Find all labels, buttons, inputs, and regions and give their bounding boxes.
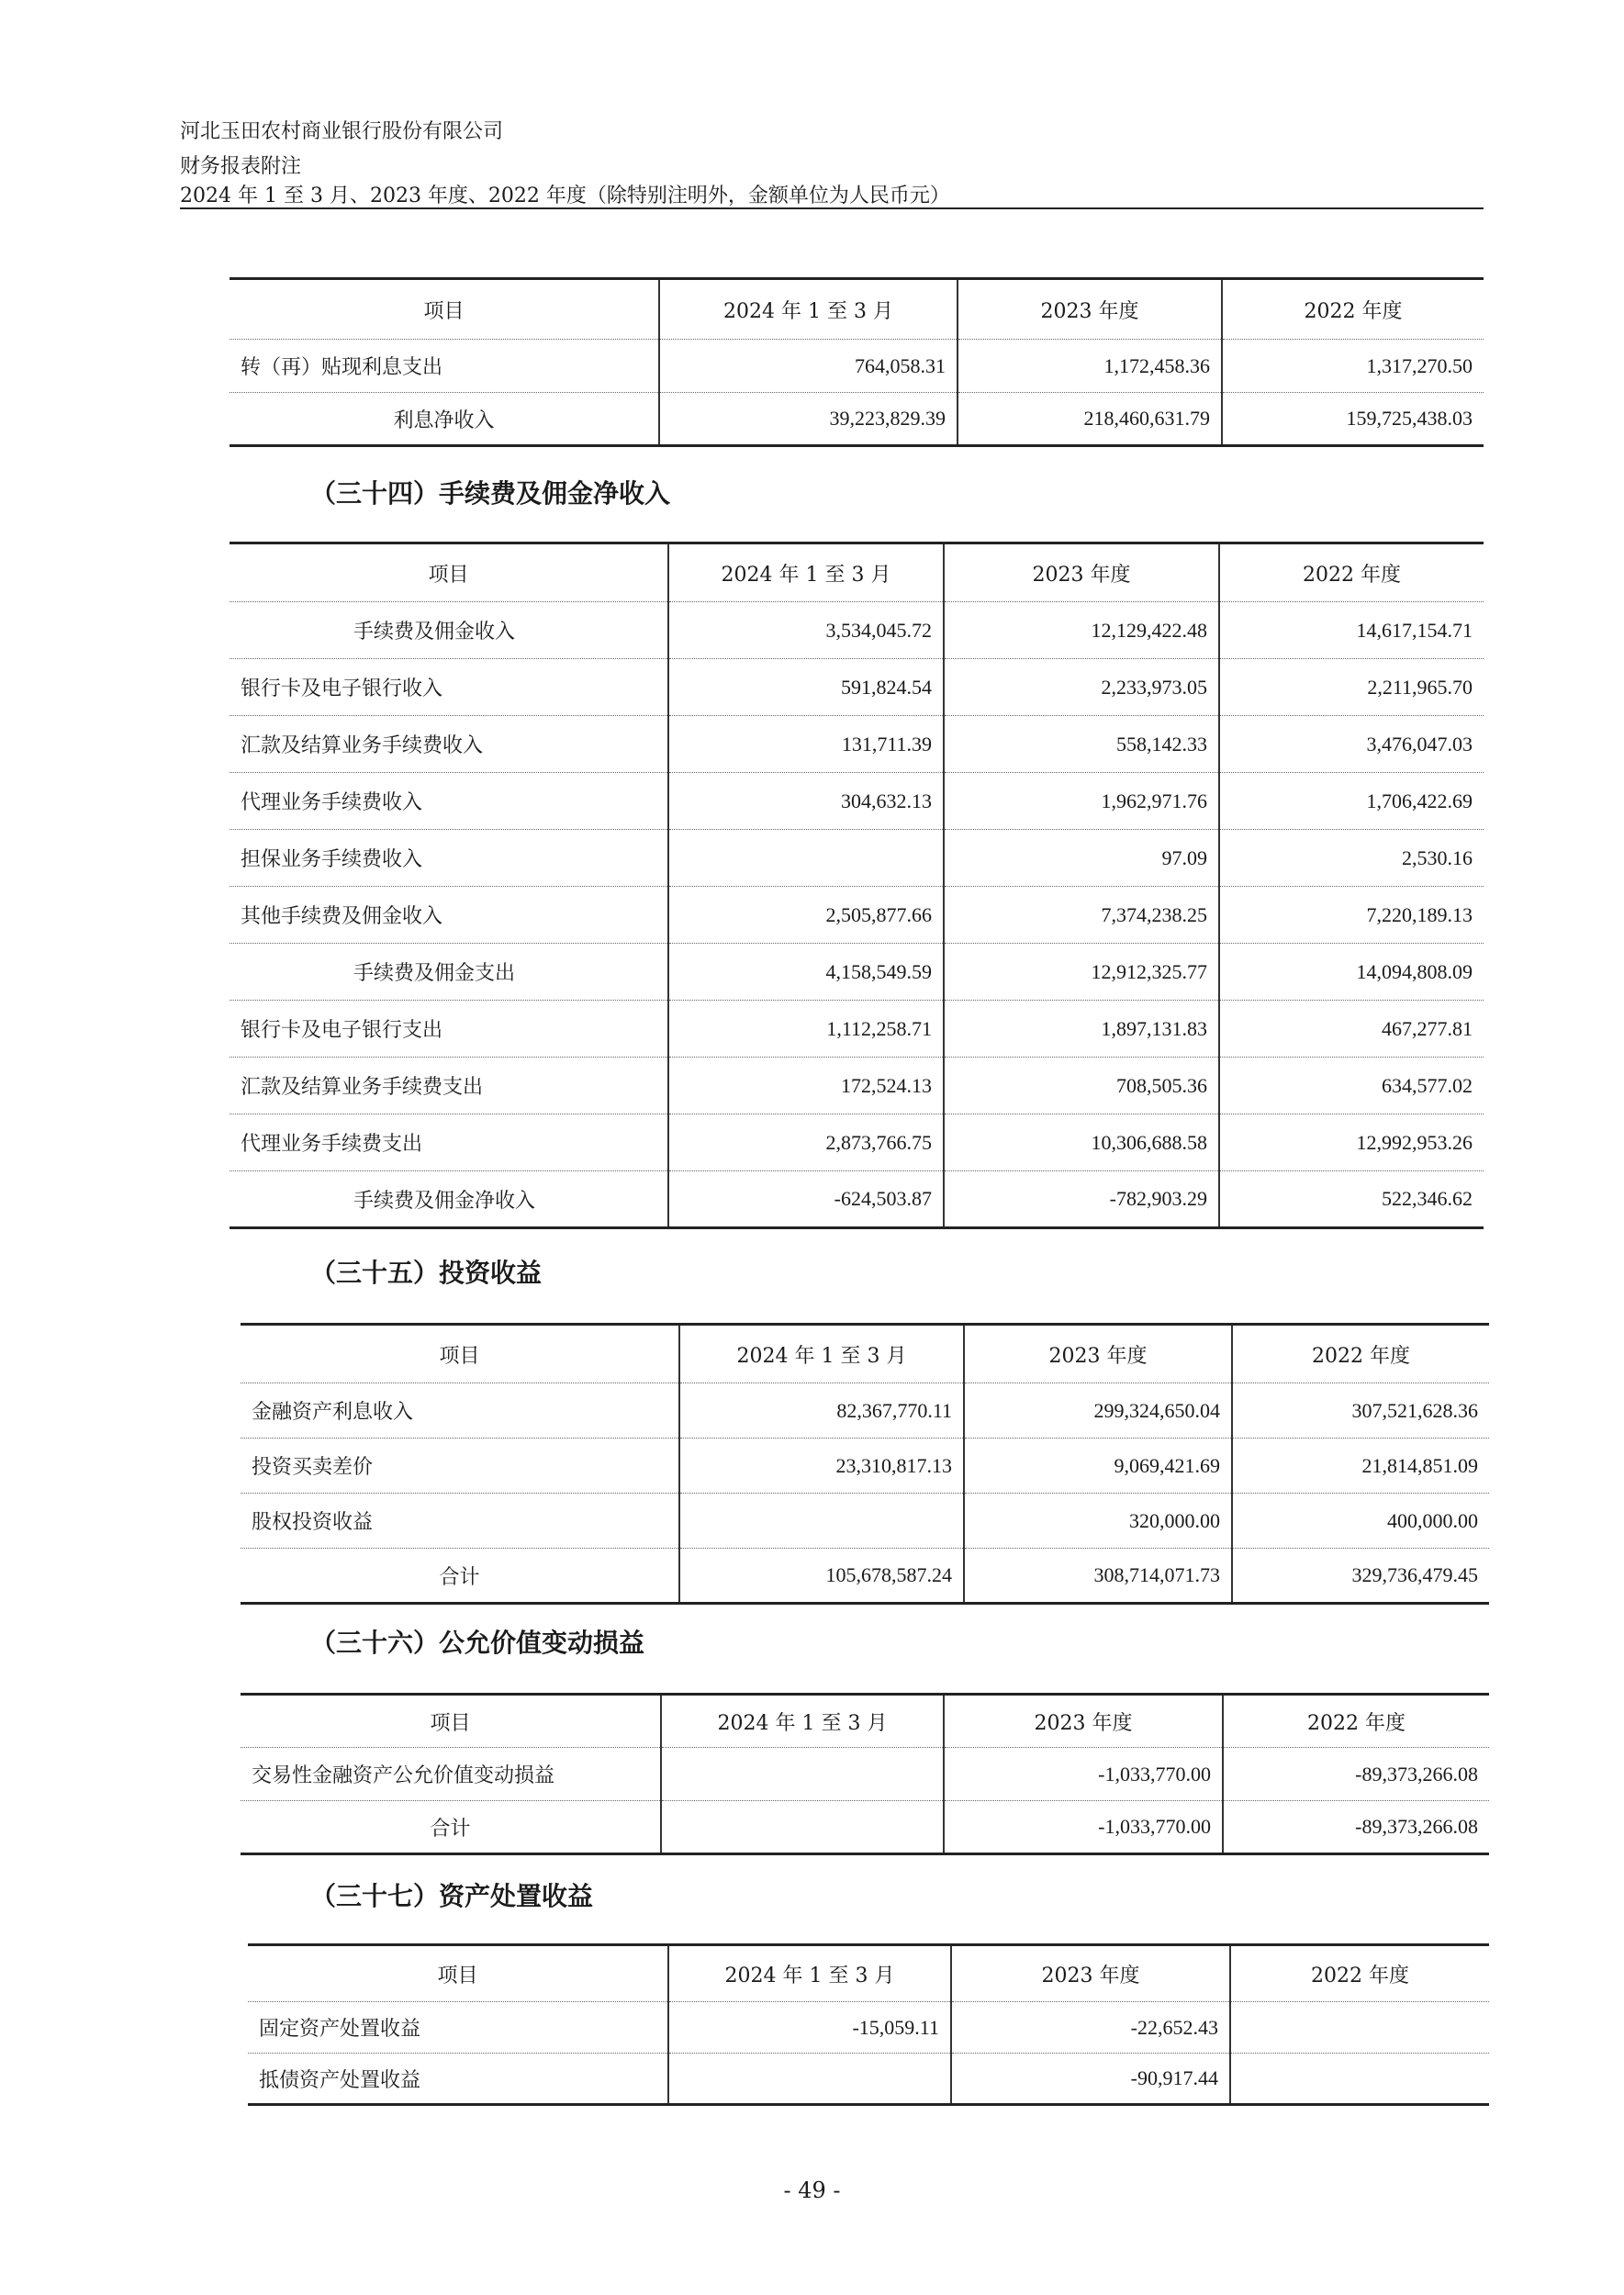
header-2024q1: 2024 年 1 至 3 月: [679, 1325, 964, 1383]
row-label: 代理业务手续费收入: [230, 773, 668, 830]
table-row: [241, 1748, 1489, 1801]
section-title-disposal: （三十七）资产处置收益: [310, 1881, 594, 1911]
table-row: [248, 2002, 1489, 2054]
period-note: 2024 年 1 至 3 月、2023 年度、2022 年度（除特别注明外，金额单位为人民币元）: [180, 185, 950, 207]
cell-2024q1: -15,059.11: [668, 2002, 951, 2054]
cell-2023: 10,306,688.58: [944, 1114, 1219, 1171]
cell-2024q1: [661, 1801, 944, 1854]
header-2023: 2023 年度: [944, 1695, 1223, 1748]
table-row: [230, 1114, 1484, 1171]
fairvalue-table: [241, 1693, 1489, 1855]
cell-2023: 1,172,458.36: [958, 340, 1222, 393]
cell-2024q1: 131,711.39: [668, 716, 944, 773]
cell-2022: 467,277.81: [1219, 1001, 1484, 1058]
cell-2023: -1,033,770.00: [944, 1801, 1223, 1854]
cell-2024q1: -624,503.87: [668, 1171, 944, 1228]
section-title-fee: （三十四）手续费及佣金净收入: [310, 478, 671, 509]
cell-2022: 159,725,438.03: [1222, 393, 1484, 446]
cell-2023: -22,652.43: [951, 2002, 1230, 2054]
row-label: 其他手续费及佣金收入: [230, 887, 668, 944]
cell-2023: 97.09: [944, 830, 1219, 887]
row-label: 银行卡及电子银行支出: [230, 1001, 668, 1058]
cell-2022: 14,617,154.71: [1219, 602, 1484, 659]
row-label: 固定资产处置收益: [248, 2002, 668, 2054]
row-label: 股权投资收益: [241, 1494, 679, 1549]
header-2024q1: 2024 年 1 至 3 月: [659, 279, 958, 340]
table-row: [230, 887, 1484, 944]
cell-2022: 634,577.02: [1219, 1058, 1484, 1114]
cell-2023: -1,033,770.00: [944, 1748, 1223, 1801]
cell-2022: 307,521,628.36: [1232, 1383, 1489, 1439]
cell-2024q1: 23,310,817.13: [679, 1439, 964, 1494]
row-label: 交易性金融资产公允价值变动损益: [241, 1748, 661, 1801]
header-2023: 2023 年度: [958, 279, 1222, 340]
cell-2022: [1230, 2002, 1489, 2054]
cell-2023: 12,129,422.48: [944, 602, 1219, 659]
cell-2022: 2,211,965.70: [1219, 659, 1484, 716]
cell-2024q1: 172,524.13: [668, 1058, 944, 1114]
table-row: [230, 1001, 1484, 1058]
table-row: [248, 2054, 1489, 2105]
header-item: 项目: [230, 279, 659, 340]
table-row: [241, 1494, 1489, 1549]
cell-2022: [1230, 2054, 1489, 2105]
table-row: [230, 944, 1484, 1001]
cell-2024q1: [668, 830, 944, 887]
cell-2023: 12,912,325.77: [944, 944, 1219, 1001]
header-2022: 2022 年度: [1222, 279, 1484, 340]
header-2022: 2022 年度: [1219, 543, 1484, 602]
row-label: 银行卡及电子银行收入: [230, 659, 668, 716]
cell-2024q1: 1,112,258.71: [668, 1001, 944, 1058]
cell-2024q1: 3,534,045.72: [668, 602, 944, 659]
cell-2024q1: 591,824.54: [668, 659, 944, 716]
cell-2024q1: [661, 1748, 944, 1801]
cell-2023: 308,714,071.73: [964, 1549, 1232, 1604]
row-label: 汇款及结算业务手续费支出: [230, 1058, 668, 1114]
header-2024q1: 2024 年 1 至 3 月: [668, 1945, 951, 2002]
header-2024q1: 2024 年 1 至 3 月: [668, 543, 944, 602]
header-2024q1: 2024 年 1 至 3 月: [661, 1695, 944, 1748]
cell-2023: 558,142.33: [944, 716, 1219, 773]
table-row: [230, 773, 1484, 830]
table-header-row: [230, 279, 1484, 340]
cell-2022: 2,530.16: [1219, 830, 1484, 887]
cell-2023: 320,000.00: [964, 1494, 1232, 1549]
header-2022: 2022 年度: [1232, 1325, 1489, 1383]
header-2023: 2023 年度: [964, 1325, 1232, 1383]
cell-2022: -89,373,266.08: [1223, 1748, 1489, 1801]
row-label: 合计: [241, 1801, 661, 1854]
cell-2022: 3,476,047.03: [1219, 716, 1484, 773]
cell-2024q1: [668, 2054, 951, 2105]
cell-2022: 12,992,953.26: [1219, 1114, 1484, 1171]
header-divider: [180, 207, 1484, 209]
cell-2024q1: 39,223,829.39: [659, 393, 958, 446]
cell-2023: 299,324,650.04: [964, 1383, 1232, 1439]
cell-2024q1: 2,873,766.75: [668, 1114, 944, 1171]
table-row: [230, 830, 1484, 887]
table-row: [230, 1171, 1484, 1228]
table-header-row: [241, 1325, 1489, 1383]
table-row: [230, 659, 1484, 716]
row-label: 转（再）贴现利息支出: [230, 340, 659, 393]
row-label: 抵债资产处置收益: [248, 2054, 668, 2105]
table-header-row: [230, 543, 1484, 602]
cell-2024q1: 105,678,587.24: [679, 1549, 964, 1604]
cell-2023: 1,897,131.83: [944, 1001, 1219, 1058]
row-label: 利息净收入: [230, 393, 659, 446]
table-row: [241, 1801, 1489, 1854]
cell-2022: -89,373,266.08: [1223, 1801, 1489, 1854]
row-label: 手续费及佣金支出: [230, 944, 668, 1001]
cell-2022: 14,094,808.09: [1219, 944, 1484, 1001]
section-title-invest: （三十五）投资收益: [310, 1258, 543, 1288]
cell-2022: 1,317,270.50: [1222, 340, 1484, 393]
header-item: 项目: [230, 543, 668, 602]
header-2023: 2023 年度: [951, 1945, 1230, 2002]
table-row: [230, 602, 1484, 659]
cell-2022: 21,814,851.09: [1232, 1439, 1489, 1494]
header-item: 项目: [248, 1945, 668, 2002]
header-item: 项目: [241, 1695, 661, 1748]
cell-2023: -90,917.44: [951, 2054, 1230, 2105]
invest-table: [241, 1323, 1489, 1605]
section-title-fairvalue: （三十六）公允价值变动损益: [310, 1628, 645, 1658]
header-2022: 2022 年度: [1230, 1945, 1489, 2002]
row-label: 投资买卖差价: [241, 1439, 679, 1494]
table-row: [241, 1439, 1489, 1494]
table-row: [230, 716, 1484, 773]
cell-2022: 400,000.00: [1232, 1494, 1489, 1549]
cell-2022: 329,736,479.45: [1232, 1549, 1489, 1604]
row-label: 代理业务手续费支出: [230, 1114, 668, 1171]
page-number: - 49 -: [783, 2177, 841, 2203]
table-row: [241, 1383, 1489, 1439]
disposal-table: [248, 1943, 1489, 2106]
header-item: 项目: [241, 1325, 679, 1383]
row-label: 合计: [241, 1549, 679, 1604]
cell-2023: 2,233,973.05: [944, 659, 1219, 716]
table-row: [230, 393, 1484, 446]
cell-2023: 9,069,421.69: [964, 1439, 1232, 1494]
table-header-row: [248, 1945, 1489, 2002]
cell-2023: 1,962,971.76: [944, 773, 1219, 830]
row-label: 汇款及结算业务手续费收入: [230, 716, 668, 773]
cell-2024q1: 4,158,549.59: [668, 944, 944, 1001]
row-label: 手续费及佣金净收入: [230, 1171, 668, 1228]
cell-2023: 708,505.36: [944, 1058, 1219, 1114]
table-row: [230, 340, 1484, 393]
cell-2022: 1,706,422.69: [1219, 773, 1484, 830]
header-2022: 2022 年度: [1223, 1695, 1489, 1748]
row-label: 担保业务手续费收入: [230, 830, 668, 887]
row-label: 金融资产利息收入: [241, 1383, 679, 1439]
header-2023: 2023 年度: [944, 543, 1219, 602]
table-row: [230, 1058, 1484, 1114]
cell-2024q1: 764,058.31: [659, 340, 958, 393]
cell-2023: -782,903.29: [944, 1171, 1219, 1228]
cell-2024q1: 2,505,877.66: [668, 887, 944, 944]
cell-2023: 7,374,238.25: [944, 887, 1219, 944]
document-title: 财务报表附注: [180, 155, 302, 178]
table-header-row: [241, 1695, 1489, 1748]
table-row: [241, 1549, 1489, 1604]
cell-2024q1: [679, 1494, 964, 1549]
fee-table: [230, 542, 1484, 1229]
row-label: 手续费及佣金收入: [230, 602, 668, 659]
interest-table: [230, 277, 1484, 447]
cell-2022: 7,220,189.13: [1219, 887, 1484, 944]
company-name: 河北玉田农村商业银行股份有限公司: [180, 120, 504, 143]
cell-2024q1: 82,367,770.11: [679, 1383, 964, 1439]
cell-2023: 218,460,631.79: [958, 393, 1222, 446]
cell-2024q1: 304,632.13: [668, 773, 944, 830]
cell-2022: 522,346.62: [1219, 1171, 1484, 1228]
